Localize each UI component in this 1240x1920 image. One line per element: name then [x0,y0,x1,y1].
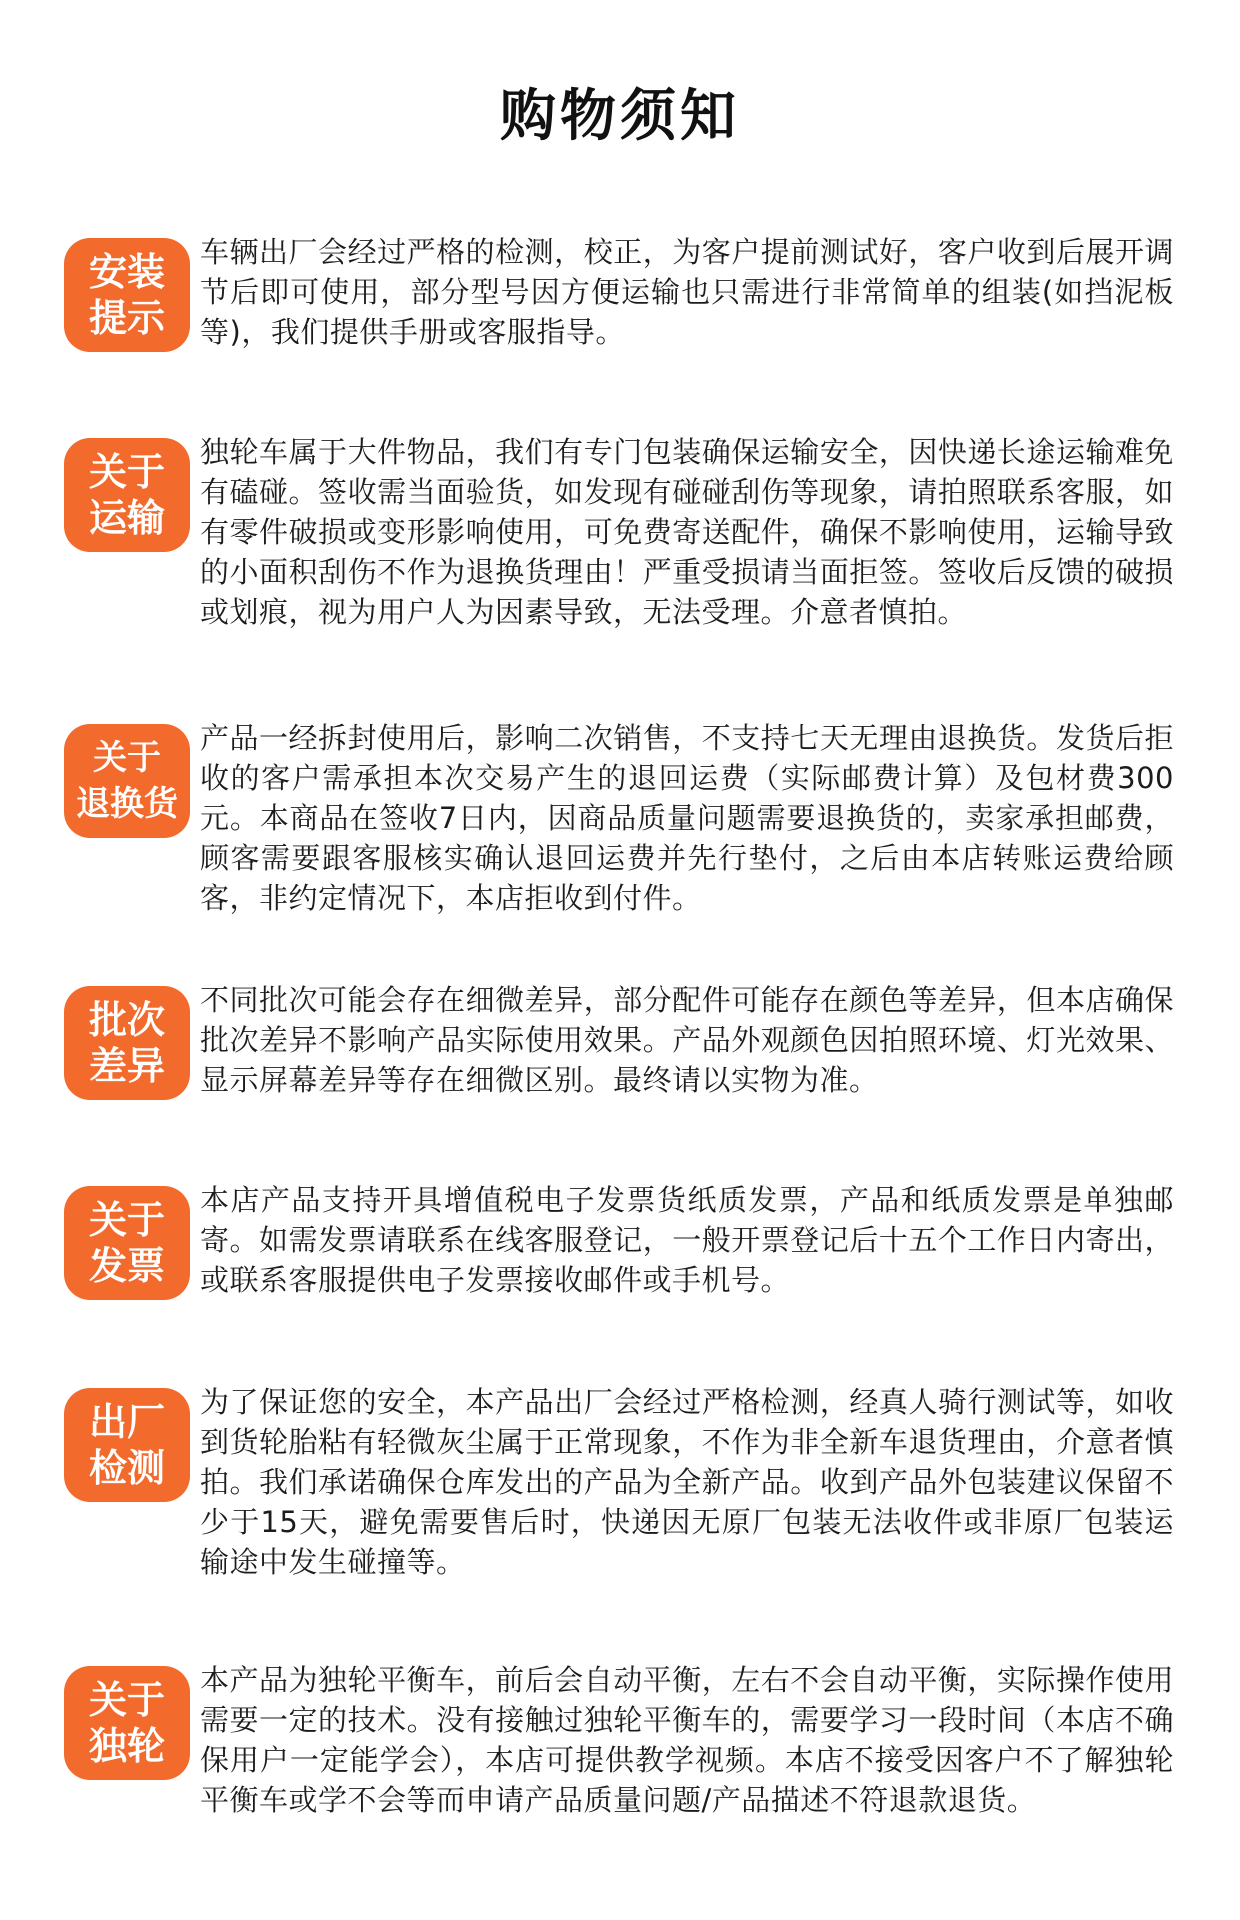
badge-line: 关于 [88,450,165,494]
badge-line: 批次 [88,998,165,1042]
page-title: 购物须知 [500,84,740,149]
notice-shipping [64,432,1174,632]
badge-installation-tip [64,238,190,352]
notice-text: 本店产品支持开具增值税电子发票货纸质发票，产品和纸质发票是单独邮寄。如需发票请联系在线客服登记，一般开票登记后十五个工作日内寄出，或联系客服提供电子发票接收邮件或手机号。 [200,1183,1174,1297]
badge-about-returns [64,724,190,838]
badge-factory-inspection [64,1388,190,1502]
badge-about-invoice [64,1186,190,1300]
notice-invoice [64,1180,1174,1300]
badge-line: 关于 [88,1198,165,1242]
badge-line: 独轮 [88,1724,165,1768]
badge-about-shipping [64,438,190,552]
badge-line: 运输 [88,496,165,540]
notice-text: 为了保证您的安全，本产品出厂会经过严格检测，经真人骑行测试等，如收到货轮胎粘有轻微灰尘属于正常现象，不作为非全新车退货理由，介意者慎拍。我们承诺确保仓库发出的产品为全新产品。收到产品外包装建议保留不少于15天，避免需要售后时，快递因无原厂包装无法收件或非原厂包装运输途中发生碰撞等。 [200,1385,1174,1579]
badge-batch-difference [64,986,190,1100]
notice-unicycle [64,1660,1174,1820]
badge-line: 发票 [88,1244,165,1288]
badge-line: 差异 [88,1044,165,1088]
badge-line: 提示 [88,296,165,340]
notice-batch-difference [64,980,1174,1100]
notice-text: 车辆出厂会经过严格的检测，校正，为客户提前测试好，客户收到后展开调节后即可使用，部分型号因方便运输也只需进行非常简单的组装(如挡泥板等)，我们提供手册或客服指导。 [200,235,1174,349]
notice-returns [64,718,1174,918]
badge-line: 关于 [93,738,161,778]
badge-line: 检测 [88,1446,165,1490]
badge-line: 安装 [88,250,165,294]
notice-text: 本产品为独轮平衡车，前后会自动平衡，左右不会自动平衡，实际操作使用需要一定的技术。没有接触过独轮平衡车的，需要学习一段时间（本店不确保用户一定能学会），本店可提供教学视频。本店不接受因客户不了解独轮平衡车或学不会等而申请产品质量问题/产品描述不符退款退货。 [200,1663,1174,1817]
badge-line: 关于 [88,1678,165,1722]
badge-line: 退换货 [76,784,178,824]
notice-factory-inspection [64,1382,1174,1582]
badge-about-unicycle [64,1666,190,1780]
notice-text: 不同批次可能会存在细微差异，部分配件可能存在颜色等差异，但本店确保批次差异不影响产品实际使用效果。产品外观颜色因拍照环境、灯光效果、显示屏幕差异等存在细微区别。最终请以实物为准。 [200,983,1174,1097]
badge-line: 出厂 [88,1400,165,1444]
notice-text: 独轮车属于大件物品，我们有专门包装确保运输安全，因快递长途运输难免有磕碰。签收需当面验货，如发现有碰碰刮伤等现象，请拍照联系客服，如有零件破损或变形影响使用，可免费寄送配件，确保不影响使用，运输导致的小面积刮伤不作为退换货理由！严重受损请当面拒签。签收后反馈的破损或划痕，视为用户人为因素导致，无法受理。介意者慎拍。 [200,435,1174,629]
notice-installation [64,232,1174,352]
notice-text: 产品一经拆封使用后，影响二次销售，不支持七天无理由退换货。发货后拒收的客户需承担本次交易产生的退回运费（实际邮费计算）及包材费300元。本商品在签收7日内，因商品质量问题需要退换货的，卖家承担邮费，顾客需要跟客服核实确认退回运费并先行垫付，之后由本店转账运费给顾客，非约定情况下，本店拒收到付件。 [200,721,1174,915]
